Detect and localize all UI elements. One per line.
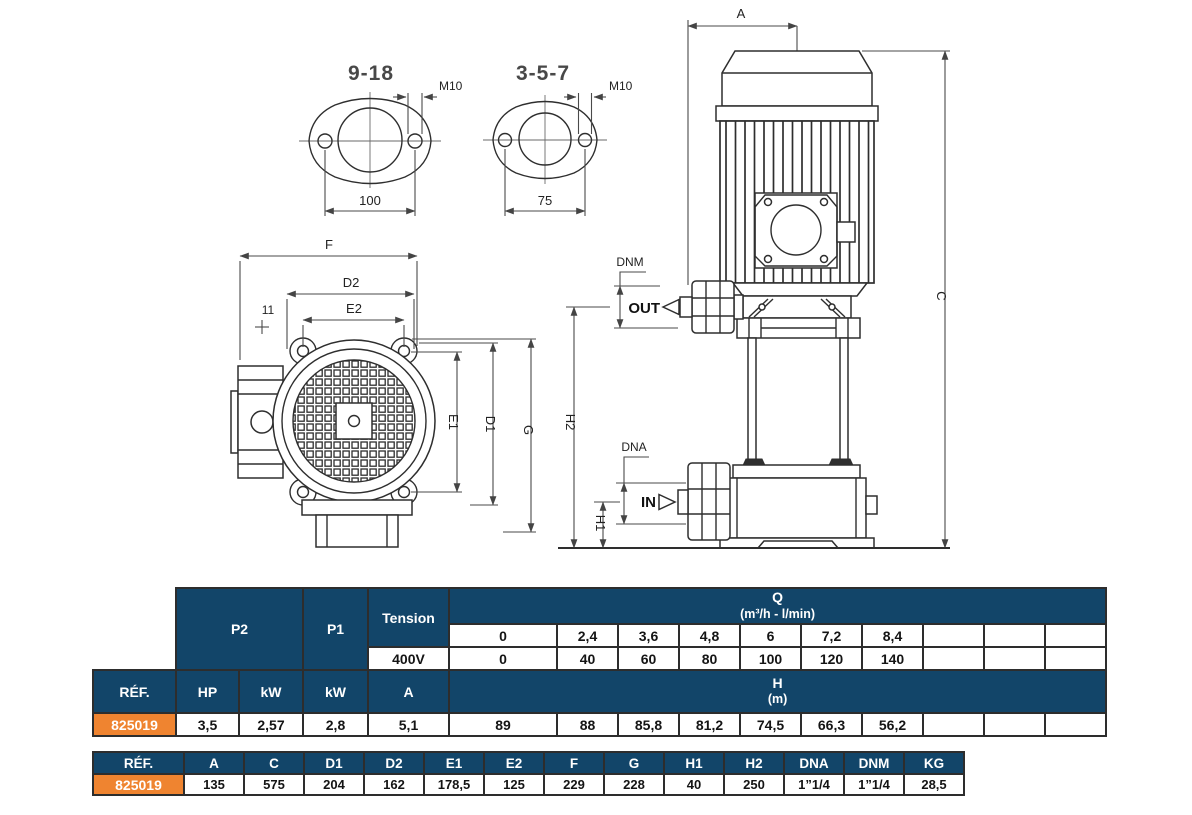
- in-flow-arrow: [659, 495, 675, 510]
- flange-left-title: 9-18: [347, 62, 395, 85]
- flow-m3h-cell: 0: [449, 624, 557, 647]
- dim-dna-header: DNA: [784, 752, 844, 774]
- dim-e1-header: E1: [424, 752, 484, 774]
- flow-lmin-cell: 80: [679, 647, 740, 670]
- flow-m3h-cell: 3,6: [618, 624, 679, 647]
- dim-d2-header: D2: [364, 752, 424, 774]
- flow-lmin-cell: 140: [862, 647, 923, 670]
- h-header: [449, 670, 1106, 713]
- q-label: Q: [772, 589, 783, 606]
- flange-right-thread-label: M10: [609, 79, 633, 93]
- a-header: A: [368, 670, 449, 713]
- flange-right-spacing-label: 75: [537, 193, 553, 208]
- in-label: IN: [641, 494, 656, 511]
- out-flow-arrow: [663, 300, 679, 315]
- head-cell: 88: [557, 713, 618, 736]
- head-cell: 66,3: [801, 713, 862, 736]
- flow-lmin-cell: 0: [449, 647, 557, 670]
- p2-kw-value: 2,57: [239, 713, 303, 736]
- h-label: H: [772, 674, 783, 691]
- dim-cell: 228: [604, 774, 664, 795]
- flow-lmin-cell: [923, 647, 984, 670]
- ref-value: 825019: [93, 713, 176, 736]
- flow-m3h-cell: [1045, 624, 1106, 647]
- flow-m3h-cell: 4,8: [679, 624, 740, 647]
- head-cell: 85,8: [618, 713, 679, 736]
- dim-cell: 229: [544, 774, 604, 795]
- dim-c-header: C: [244, 752, 304, 774]
- hp-value: 3,5: [176, 713, 239, 736]
- dim-label-h1: H1: [593, 514, 608, 532]
- side-dim-h1: [593, 502, 620, 548]
- pump-base: [720, 465, 877, 548]
- dim-label-dnm: DNM: [616, 255, 644, 269]
- flow-m3h-cell: 6: [740, 624, 801, 647]
- out-port: [628, 281, 743, 333]
- dim-h2-header: H2: [724, 752, 784, 774]
- dim-cell: 162: [364, 774, 424, 795]
- flow-lmin-cell: 40: [557, 647, 618, 670]
- dim-f-header: F: [544, 752, 604, 774]
- dim-dnm-header: DNM: [844, 752, 904, 774]
- side-dim-dna: [616, 440, 686, 524]
- dim-cell: 1”1/4: [784, 774, 844, 795]
- p1-header: P1: [303, 588, 368, 670]
- dim-cell: 250: [724, 774, 784, 795]
- dim-label-d1: D1: [483, 415, 498, 433]
- dim-cell: 125: [484, 774, 544, 795]
- voltage-cell: 400V: [368, 647, 449, 670]
- dim-label-c: C: [934, 291, 949, 301]
- q-unit: (m³/h - l/min): [740, 606, 816, 621]
- head-cell: [984, 713, 1045, 736]
- h-unit: (m): [767, 692, 788, 707]
- motor: [716, 51, 878, 283]
- flow-lmin-cell: [1045, 647, 1106, 670]
- flow-m3h-cell: [984, 624, 1045, 647]
- q-header: [449, 588, 1106, 624]
- dim-label-e1: E1: [446, 414, 461, 430]
- dim-ref-header: RÉF.: [93, 752, 184, 774]
- flange-view-3-5-7: [483, 62, 633, 216]
- dim-label-h2: H2: [563, 413, 578, 431]
- amp-value: 5,1: [368, 713, 449, 736]
- kw2-header: kW: [303, 670, 368, 713]
- dim-kg-header: KG: [904, 752, 964, 774]
- dim-cell: 135: [184, 774, 244, 795]
- dim-label-dna: DNA: [621, 440, 647, 454]
- flow-lmin-cell: 100: [740, 647, 801, 670]
- flange-view-9-18: [299, 62, 463, 216]
- dim-label-d2: D2: [342, 275, 360, 290]
- dim-cell: 575: [244, 774, 304, 795]
- side-dim-c: [862, 51, 950, 548]
- head-cell: 89: [449, 713, 557, 736]
- blank-corner-cell: [93, 588, 176, 670]
- flow-m3h-cell: 7,2: [801, 624, 862, 647]
- p1-kw-value: 2,8: [303, 713, 368, 736]
- dim-e2-header: E2: [484, 752, 544, 774]
- ref-header: RÉF.: [93, 670, 176, 713]
- pump-front-view: [231, 237, 536, 547]
- flange-left-spacing-label: 100: [359, 193, 381, 208]
- head-cell: [1045, 713, 1106, 736]
- in-port: [641, 463, 730, 540]
- tension-header: Tension: [368, 588, 449, 647]
- p2-header: P2: [176, 588, 303, 670]
- flow-lmin-cell: [984, 647, 1045, 670]
- flow-m3h-cell: 2,4: [557, 624, 618, 647]
- pump-head: [733, 283, 867, 338]
- dim-ref-value: 825019: [93, 774, 184, 795]
- dim-label-e2: E2: [346, 301, 362, 316]
- pump-column: [740, 338, 856, 472]
- dim-g-header: G: [604, 752, 664, 774]
- head-cell: 81,2: [679, 713, 740, 736]
- dim-cell: 28,5: [904, 774, 964, 795]
- head-cell: 56,2: [862, 713, 923, 736]
- flow-lmin-cell: 120: [801, 647, 862, 670]
- dim-label-g: G: [521, 424, 536, 436]
- flow-m3h-cell: 8,4: [862, 624, 923, 647]
- dim-label-a: A: [736, 6, 746, 21]
- flow-lmin-cell: 60: [618, 647, 679, 670]
- dim-a-header: A: [184, 752, 244, 774]
- dim-cell: 1”1/4: [844, 774, 904, 795]
- head-cell: 74,5: [740, 713, 801, 736]
- flange-right-title: 3-5-7: [515, 62, 571, 85]
- dim-cell: 178,5: [424, 774, 484, 795]
- out-label: OUT: [628, 300, 660, 317]
- hp-header: HP: [176, 670, 239, 713]
- kw-header: kW: [239, 670, 303, 713]
- dim-cell: 204: [304, 774, 364, 795]
- front-bottom-body: [302, 500, 412, 547]
- dim-label-offset-11: 11: [261, 303, 275, 317]
- dim-cell: 40: [664, 774, 724, 795]
- performance-table: [92, 587, 1107, 737]
- head-cell: [923, 713, 984, 736]
- dim-d1-header: D1: [304, 752, 364, 774]
- flow-m3h-cell: [923, 624, 984, 647]
- flange-left-thread-label: M10: [439, 79, 463, 93]
- side-dim-dnm: [614, 255, 678, 328]
- dimensions-table: [92, 751, 965, 796]
- dim-label-f: F: [325, 237, 333, 252]
- dim-h1-header: H1: [664, 752, 724, 774]
